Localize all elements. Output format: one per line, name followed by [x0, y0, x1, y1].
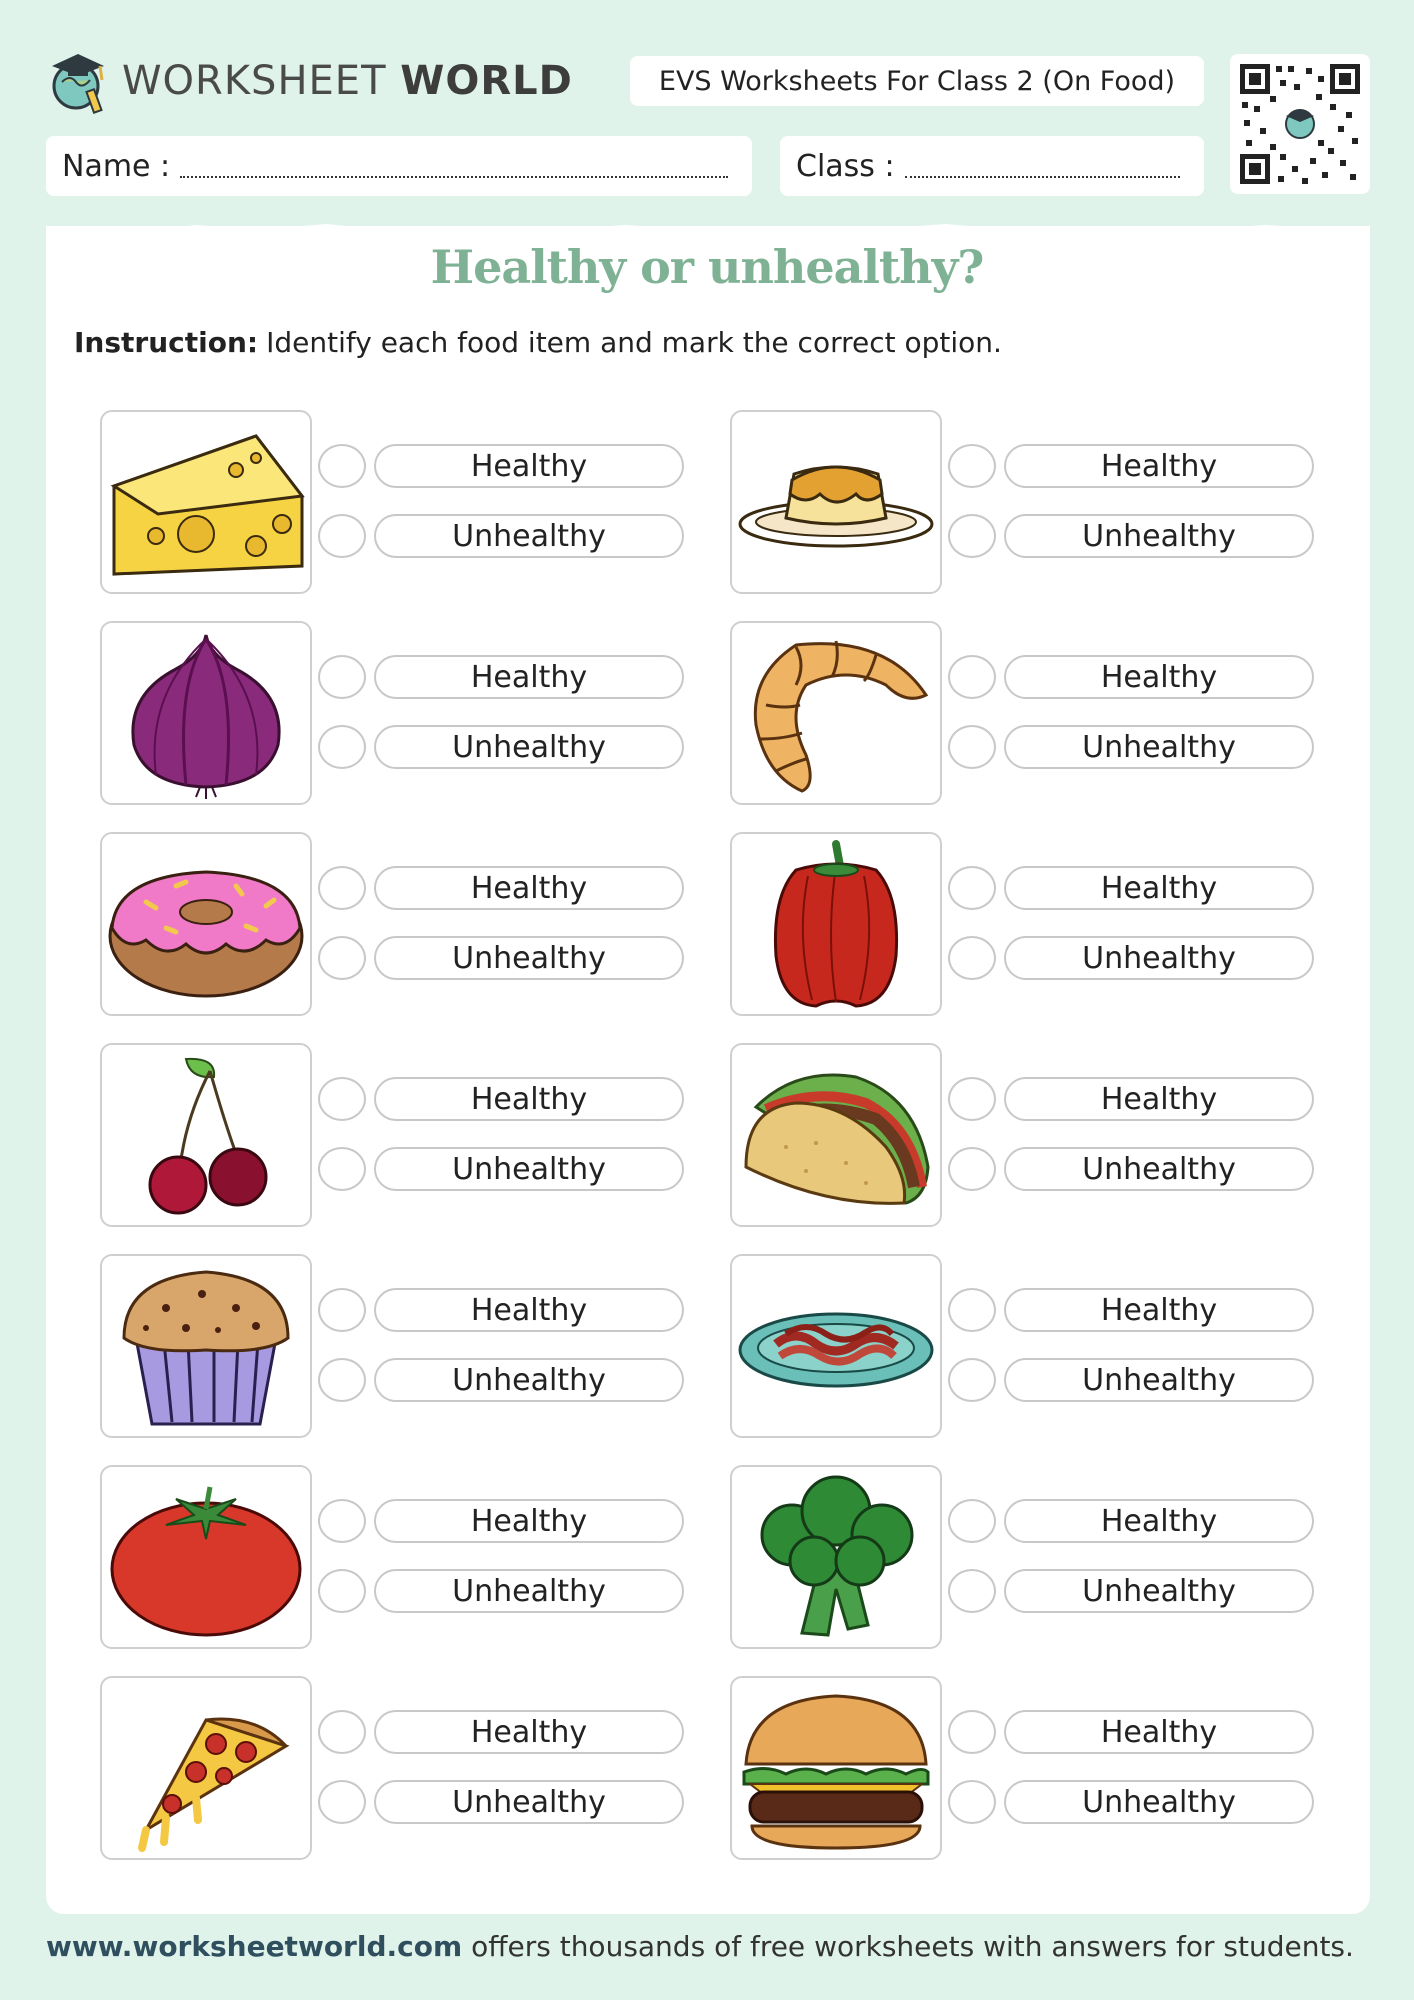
- unhealthy-option[interactable]: Unhealthy: [1004, 1569, 1314, 1613]
- healthy-option[interactable]: Healthy: [1004, 1499, 1314, 1543]
- brand-name-bold: WORLD: [400, 58, 573, 104]
- food-card: [730, 1465, 942, 1649]
- food-card: [100, 1254, 312, 1438]
- tomato-icon: [106, 1469, 306, 1645]
- healthy-option[interactable]: Healthy: [374, 444, 684, 488]
- food-card: [100, 1043, 312, 1227]
- onion-icon: [106, 625, 306, 801]
- food-card: [730, 1254, 942, 1438]
- food-card: [100, 832, 312, 1016]
- food-card: [730, 621, 942, 805]
- class-input-line[interactable]: [905, 154, 1180, 178]
- unhealthy-option[interactable]: Unhealthy: [374, 1147, 684, 1191]
- brand: [46, 46, 573, 116]
- unhealthy-radio[interactable]: [948, 1147, 996, 1191]
- qr-code-icon: [1230, 54, 1370, 194]
- unhealthy-radio[interactable]: [948, 1780, 996, 1824]
- broccoli-icon: [736, 1469, 936, 1645]
- footer: [46, 1930, 1354, 1963]
- unhealthy-radio[interactable]: [948, 514, 996, 558]
- donut-icon: [106, 836, 306, 1012]
- healthy-radio[interactable]: [318, 1077, 366, 1121]
- healthy-radio[interactable]: [318, 444, 366, 488]
- unhealthy-option[interactable]: Unhealthy: [374, 1780, 684, 1824]
- instruction-text: Identify each food item and mark the correct option.: [266, 326, 1002, 359]
- muffin-icon: [106, 1258, 306, 1434]
- food-card: [100, 621, 312, 805]
- healthy-option[interactable]: Healthy: [1004, 866, 1314, 910]
- unhealthy-option[interactable]: Unhealthy: [1004, 725, 1314, 769]
- brand-name-light: WORKSHEET: [122, 58, 387, 104]
- pizza-icon: [106, 1680, 306, 1856]
- unhealthy-option[interactable]: Unhealthy: [374, 1358, 684, 1402]
- footer-text: offers thousands of free worksheets with answers for students.: [471, 1930, 1354, 1963]
- unhealthy-radio[interactable]: [948, 1358, 996, 1402]
- healthy-radio[interactable]: [318, 655, 366, 699]
- unhealthy-radio[interactable]: [948, 725, 996, 769]
- unhealthy-option[interactable]: Unhealthy: [1004, 1358, 1314, 1402]
- brand-name: [122, 58, 573, 104]
- healthy-radio[interactable]: [948, 655, 996, 699]
- instruction-label: Instruction:: [74, 326, 259, 359]
- unhealthy-option[interactable]: Unhealthy: [1004, 1780, 1314, 1824]
- healthy-radio[interactable]: [318, 866, 366, 910]
- food-card: [100, 1676, 312, 1860]
- unhealthy-radio[interactable]: [318, 1780, 366, 1824]
- unhealthy-option[interactable]: Unhealthy: [374, 725, 684, 769]
- unhealthy-radio[interactable]: [318, 1147, 366, 1191]
- instruction: [74, 326, 1002, 359]
- food-card: [730, 1043, 942, 1227]
- unhealthy-option[interactable]: Unhealthy: [1004, 936, 1314, 980]
- healthy-option[interactable]: Healthy: [1004, 1288, 1314, 1332]
- footer-link[interactable]: www.worksheetworld.com: [46, 1930, 463, 1963]
- healthy-radio[interactable]: [948, 1288, 996, 1332]
- food-card: [100, 410, 312, 594]
- food-card: [730, 1676, 942, 1860]
- pudding-icon: [736, 414, 936, 590]
- healthy-option[interactable]: Healthy: [1004, 1077, 1314, 1121]
- bacon-icon: [736, 1258, 936, 1434]
- unhealthy-radio[interactable]: [318, 514, 366, 558]
- healthy-option[interactable]: Healthy: [1004, 444, 1314, 488]
- healthy-option[interactable]: Healthy: [374, 866, 684, 910]
- worksheet-world-logo-icon: [46, 46, 110, 116]
- name-label: Name :: [62, 148, 171, 184]
- healthy-option[interactable]: Healthy: [374, 1077, 684, 1121]
- healthy-radio[interactable]: [948, 1077, 996, 1121]
- unhealthy-radio[interactable]: [948, 936, 996, 980]
- cherry-icon: [106, 1047, 306, 1223]
- croissant-icon: [736, 625, 936, 801]
- unhealthy-option[interactable]: Unhealthy: [374, 936, 684, 980]
- bell-pepper-icon: [736, 836, 936, 1012]
- healthy-option[interactable]: Healthy: [374, 1710, 684, 1754]
- healthy-option[interactable]: Healthy: [1004, 655, 1314, 699]
- taco-icon: [736, 1047, 936, 1223]
- subject-title: EVS Worksheets For Class 2 (On Food): [630, 56, 1204, 106]
- class-label: Class :: [796, 148, 895, 184]
- unhealthy-radio[interactable]: [318, 1358, 366, 1402]
- healthy-option[interactable]: Healthy: [374, 1288, 684, 1332]
- unhealthy-radio[interactable]: [318, 1569, 366, 1613]
- healthy-radio[interactable]: [948, 1710, 996, 1754]
- food-card: [730, 832, 942, 1016]
- food-card: [100, 1465, 312, 1649]
- unhealthy-option[interactable]: Unhealthy: [374, 514, 684, 558]
- class-field[interactable]: [780, 136, 1204, 196]
- healthy-radio[interactable]: [948, 1499, 996, 1543]
- healthy-radio[interactable]: [948, 866, 996, 910]
- unhealthy-option[interactable]: Unhealthy: [374, 1569, 684, 1613]
- healthy-radio[interactable]: [318, 1710, 366, 1754]
- unhealthy-radio[interactable]: [318, 936, 366, 980]
- unhealthy-option[interactable]: Unhealthy: [1004, 1147, 1314, 1191]
- burger-icon: [736, 1680, 936, 1856]
- name-input-line[interactable]: [180, 154, 728, 178]
- healthy-radio[interactable]: [948, 444, 996, 488]
- healthy-option[interactable]: Healthy: [374, 655, 684, 699]
- cheese-icon: [106, 414, 306, 590]
- name-field[interactable]: [46, 136, 752, 196]
- unhealthy-option[interactable]: Unhealthy: [1004, 514, 1314, 558]
- food-card: [730, 410, 942, 594]
- healthy-radio[interactable]: [318, 1288, 366, 1332]
- worksheet-title: Healthy or unhealthy?: [430, 240, 984, 294]
- healthy-option[interactable]: Healthy: [374, 1499, 684, 1543]
- healthy-option[interactable]: Healthy: [1004, 1710, 1314, 1754]
- healthy-radio[interactable]: [318, 1499, 366, 1543]
- unhealthy-radio[interactable]: [318, 725, 366, 769]
- unhealthy-radio[interactable]: [948, 1569, 996, 1613]
